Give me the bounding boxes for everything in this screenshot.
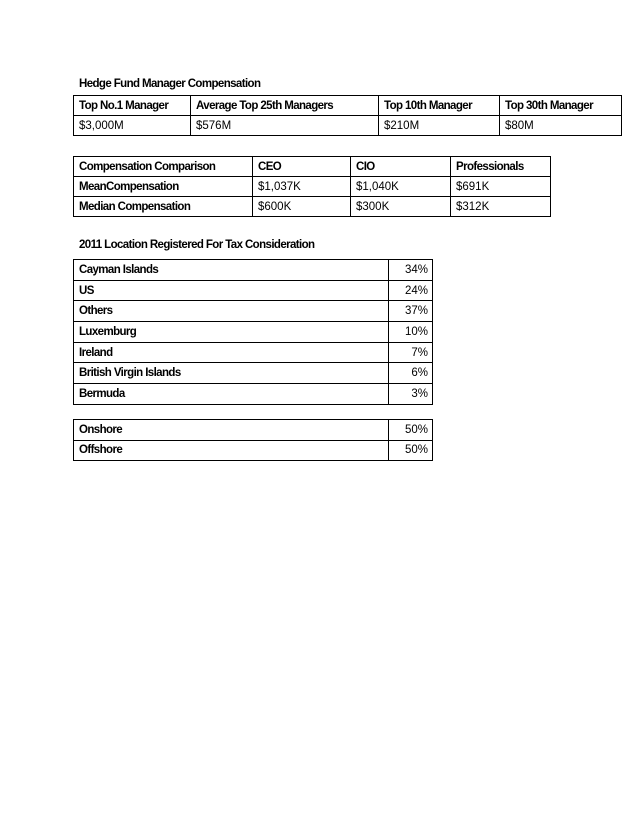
row-label: US	[74, 280, 389, 301]
table-row	[74, 197, 551, 217]
table-row	[74, 363, 433, 384]
header-cell: Top 10th Manager	[379, 96, 500, 116]
row-label: Bermuda	[74, 384, 389, 405]
row-label: Median Compensation	[74, 197, 253, 217]
table-row	[74, 420, 433, 441]
header-cell: CEO	[253, 157, 351, 177]
row-label: MeanCompensation	[74, 177, 253, 197]
value-cell: $312K	[451, 197, 551, 217]
compensation-title: Hedge Fund Manager Compensation	[79, 78, 261, 90]
value-cell: 10%	[389, 322, 433, 343]
row-label: Luxemburg	[74, 322, 389, 343]
row-label: Onshore	[74, 420, 389, 441]
locations-title: 2011 Location Registered For Tax Consideration	[79, 239, 315, 251]
onshore-offshore-table	[73, 419, 433, 461]
value-cell: 3%	[389, 384, 433, 405]
value-cell: $210M	[379, 116, 500, 136]
value-cell: 50%	[389, 420, 433, 441]
value-cell: $576M	[191, 116, 379, 136]
compensation-table	[73, 95, 622, 136]
row-label: Others	[74, 301, 389, 322]
table-row	[74, 384, 433, 405]
table-header-row	[74, 96, 622, 116]
value-cell: $3,000M	[74, 116, 191, 136]
row-label: British Virgin Islands	[74, 363, 389, 384]
header-cell: Top No.1 Manager	[74, 96, 191, 116]
value-cell: $1,037K	[253, 177, 351, 197]
table-row	[74, 280, 433, 301]
table-row	[74, 301, 433, 322]
table-row	[74, 177, 551, 197]
value-cell: 7%	[389, 342, 433, 363]
header-cell: Compensation Comparison	[74, 157, 253, 177]
header-cell: Top 30th Manager	[500, 96, 622, 116]
table-row	[74, 116, 622, 136]
header-cell: CIO	[351, 157, 451, 177]
value-cell: $300K	[351, 197, 451, 217]
row-label: Cayman Islands	[74, 260, 389, 281]
value-cell: 6%	[389, 363, 433, 384]
row-label: Ireland	[74, 342, 389, 363]
comparison-table	[73, 156, 551, 217]
header-cell: Professionals	[451, 157, 551, 177]
value-cell: 34%	[389, 260, 433, 281]
table-row	[74, 342, 433, 363]
header-cell: Average Top 25th Managers	[191, 96, 379, 116]
table-row	[74, 440, 433, 461]
value-cell: $600K	[253, 197, 351, 217]
table-row	[74, 322, 433, 343]
table-header-row	[74, 157, 551, 177]
value-cell: 24%	[389, 280, 433, 301]
value-cell: $80M	[500, 116, 622, 136]
value-cell: 37%	[389, 301, 433, 322]
table-row	[74, 260, 433, 281]
value-cell: $691K	[451, 177, 551, 197]
value-cell: 50%	[389, 440, 433, 461]
value-cell: $1,040K	[351, 177, 451, 197]
locations-table	[73, 259, 433, 405]
row-label: Offshore	[74, 440, 389, 461]
